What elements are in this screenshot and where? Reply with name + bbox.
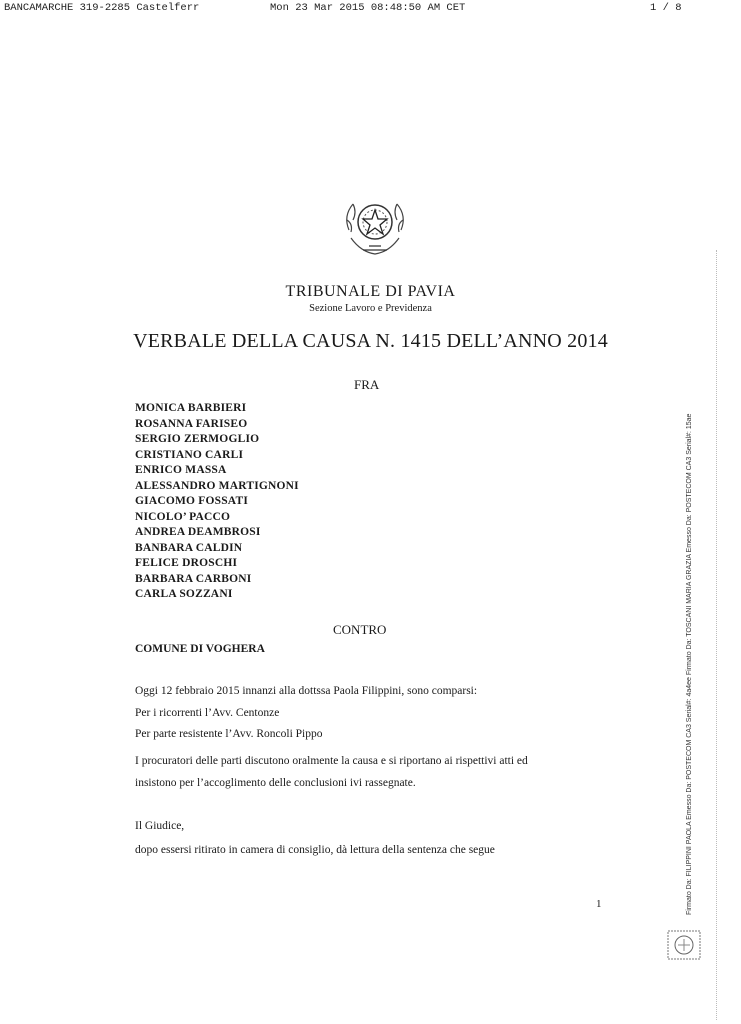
judge-decision-text: dopo essersi ritirato in camera di consiglio, dà lettura della sentenza che segue: [135, 844, 495, 856]
plaintiff-name: ROSANNA FARISEO: [135, 417, 248, 430]
fax-header: [0, 2, 741, 16]
plaintiff-name: MONICA BARBIERI: [135, 402, 247, 414]
fax-sender: BANCAMARCHE 319-2285 Castelferr: [4, 2, 200, 14]
plaintiff-name: CARLA SOZZANI: [135, 588, 233, 600]
digital-signature-text: Firmato Da: FILIPPINI PAOLA Emesso Da: POSTECOM CA3 Serial#: 4a4ee Firmato Da: TOSCANI MARIA GRAZIA Emesso Da: POSTECOM CA3 Serial#: 15ae: [686, 413, 693, 915]
hearing-intro: Oggi 12 febbraio 2015 innanzi alla dottssa Paola Filippini, sono comparsi:: [135, 685, 478, 697]
plaintiff-name: BARBARA CARBONI: [135, 572, 252, 585]
plaintiff-name: ENRICO MASSA: [135, 464, 227, 476]
court-name: TRIBUNALE DI PAVIA: [285, 283, 456, 300]
court-section: Sezione Lavoro e Previdenza: [309, 303, 432, 314]
certification-seal-icon: [664, 925, 704, 965]
plaintiff-name: GIACOMO FOSSATI: [135, 495, 249, 507]
fax-datetime: Mon 23 Mar 2015 08:48:50 AM CET: [270, 2, 466, 14]
discussion-text-line-2: insistono per l’accoglimento delle conclusioni ivi rassegnate.: [135, 777, 416, 789]
plaintiff-counsel: Per i ricorrenti l’Avv. Centonze: [135, 707, 280, 719]
plaintiff-name: FELICE DROSCHI: [135, 557, 238, 569]
plaintiff-name: SERGIO ZERMOGLIO: [135, 433, 260, 445]
plaintiff-name: CRISTIANO CARLI: [135, 448, 244, 461]
italian-republic-emblem-icon: [339, 190, 411, 260]
page-number: 1: [596, 898, 602, 910]
discussion-text-line-1: I procuratori delle parti discutono oralmente la causa e si riportano ai rispettivi atti ed: [135, 755, 528, 767]
against-label: CONTRO: [333, 622, 387, 637]
defendant-name: COMUNE DI VOGHERA: [135, 643, 265, 655]
defendant-counsel: Per parte resistente l’Avv. Roncoli Pippo: [135, 728, 323, 740]
fax-page-counter: 1 / 8: [650, 2, 682, 14]
plaintiff-name: BANBARA CALDIN: [135, 541, 243, 554]
plaintiffs-list: [135, 402, 299, 604]
digital-signature-strip: [686, 413, 741, 915]
document-title: VERBALE DELLA CAUSA N. 1415 DELL’ANNO 2014: [133, 330, 608, 352]
plaintiff-name: ANDREA DEAMBROSI: [135, 526, 261, 538]
judge-label: Il Giudice,: [135, 820, 185, 832]
between-label: FRA: [354, 377, 380, 392]
plaintiff-name: ALESSANDRO MARTIGNONI: [135, 479, 299, 492]
plaintiff-name: NICOLO’ PACCO: [135, 510, 231, 523]
